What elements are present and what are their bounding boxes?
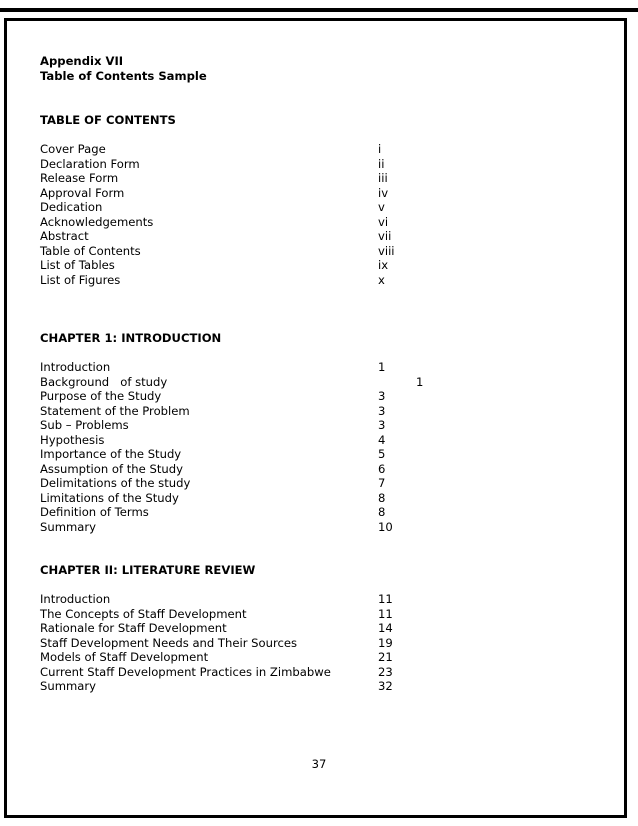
toc-entry-page: iv <box>378 185 389 200</box>
toc-entry <box>40 273 600 288</box>
toc-entry-title: Delimitations of the study <box>40 476 191 490</box>
toc-entry-title: Release Form <box>40 171 119 185</box>
toc-entry-page: vii <box>378 229 392 243</box>
toc-entry-title: List of Tables <box>40 258 115 272</box>
toc-entry-title: Summary <box>40 519 97 534</box>
toc-entry-page: 3 <box>378 389 386 403</box>
toc-entry <box>40 215 600 230</box>
toc-entry <box>40 505 600 520</box>
toc-entry-title: Staff Development Needs and Their Sources <box>40 635 298 650</box>
toc-entry-title: Introduction <box>40 592 111 606</box>
toc-entry <box>40 433 600 448</box>
chapter2-heading: CHAPTER II: LITERATURE REVIEW <box>40 563 256 577</box>
toc-entry-page: 19 <box>378 635 393 650</box>
chapter2-list <box>40 592 600 694</box>
toc-entry <box>40 592 600 607</box>
toc-entry-page: viii <box>378 243 395 258</box>
toc-entry <box>40 621 600 636</box>
toc-entry-page: 7 <box>378 476 386 490</box>
toc-entry <box>40 447 600 462</box>
toc-entry-page: ii <box>378 156 385 171</box>
toc-entry-page: vi <box>378 214 389 229</box>
appendix-subtitle: Table of Contents Sample <box>40 68 207 83</box>
toc-entry-page: x <box>378 272 385 287</box>
toc-entry-page: 23 <box>378 664 393 679</box>
toc-entry-title: Sub – Problems <box>40 418 129 432</box>
toc-entry <box>40 418 600 433</box>
toc-entry <box>40 404 600 419</box>
chapter1-list <box>40 360 600 534</box>
toc-entry-title: Summary <box>40 679 97 693</box>
toc-entry <box>40 476 600 491</box>
toc-entry-page: 3 <box>378 403 386 418</box>
toc-entry <box>40 607 600 622</box>
toc-entry <box>40 389 600 404</box>
toc-entry-title: Models of Staff Development <box>40 650 209 664</box>
toc-entry-title: Approval Form <box>40 185 125 200</box>
toc-entry-page: 11 <box>378 592 393 606</box>
toc-entry <box>40 520 600 535</box>
toc-entry <box>40 360 600 375</box>
toc-entry-page: 14 <box>378 621 393 635</box>
toc-entry <box>40 171 600 186</box>
toc-entry <box>40 142 600 157</box>
appendix-label: Appendix VII <box>40 54 124 68</box>
toc-entry <box>40 229 600 244</box>
toc-entry-page: 3 <box>378 418 386 432</box>
toc-entry-title: Hypothesis <box>40 432 105 447</box>
toc-entry-title: Table of Contents <box>40 243 141 258</box>
toc-entry-title: Declaration Form <box>40 156 140 171</box>
toc-entry <box>40 665 600 680</box>
toc-entry-title: Purpose of the Study <box>40 389 162 403</box>
toc-entry-page: ix <box>378 258 389 272</box>
toc-entry-title: Rationale for Staff Development <box>40 621 227 635</box>
toc-entry <box>40 462 600 477</box>
toc-entry-page: v <box>378 200 385 214</box>
toc-entry <box>40 491 600 506</box>
toc-entry-title: Dedication <box>40 200 103 214</box>
toc-entry-page: 32 <box>378 679 393 693</box>
toc-entry-page: iii <box>378 171 388 185</box>
toc-entry-page: 10 <box>378 519 393 534</box>
toc-entry-title: Current Staff Development Practices in Zimbabwe <box>40 664 331 679</box>
toc-entry-page: 11 <box>378 606 393 621</box>
toc-entry <box>40 258 600 273</box>
toc-entry <box>40 650 600 665</box>
toc-entry <box>40 157 600 172</box>
toc-entry-page: 8 <box>378 505 386 519</box>
toc-entry-page: 21 <box>378 650 393 664</box>
toc-entry-title: Cover Page <box>40 142 106 156</box>
toc-entry <box>40 200 600 215</box>
toc-entry <box>40 244 600 259</box>
toc-entry-title: Definition of Terms <box>40 505 149 519</box>
toc-entry-page: 5 <box>378 447 386 461</box>
toc-entry-title: Statement of the Problem <box>40 403 190 418</box>
toc-entry-title: Abstract <box>40 229 89 243</box>
toc-entry-title: Acknowledgements <box>40 214 154 229</box>
toc-entry-title: Assumption of the Study <box>40 461 183 476</box>
toc-entry <box>40 636 600 651</box>
toc-entry-page: 1 <box>416 374 424 389</box>
chapter1-heading: CHAPTER 1: INTRODUCTION <box>40 331 222 345</box>
toc-entry-title: Limitations of the Study <box>40 490 179 505</box>
toc-entry <box>40 186 600 201</box>
front-matter-list <box>40 142 600 287</box>
toc-entry-title: Importance of the Study <box>40 447 182 461</box>
toc-entry-title: The Concepts of Staff Development <box>40 606 247 621</box>
toc-entry-title: Background of study <box>40 374 168 389</box>
toc-entry-title: List of Figures <box>40 272 121 287</box>
toc-entry <box>40 679 600 694</box>
toc-entry-page: 8 <box>378 490 386 505</box>
toc-entry-page: 4 <box>378 432 386 447</box>
top-rule <box>0 8 638 12</box>
toc-heading: TABLE OF CONTENTS <box>40 112 176 127</box>
toc-entry-page: 1 <box>378 360 386 374</box>
page-number: 37 <box>311 757 327 771</box>
toc-entry <box>40 375 600 390</box>
toc-entry-page: 6 <box>378 461 386 476</box>
toc-entry-title: Introduction <box>40 360 111 374</box>
toc-entry-page: i <box>378 142 382 156</box>
